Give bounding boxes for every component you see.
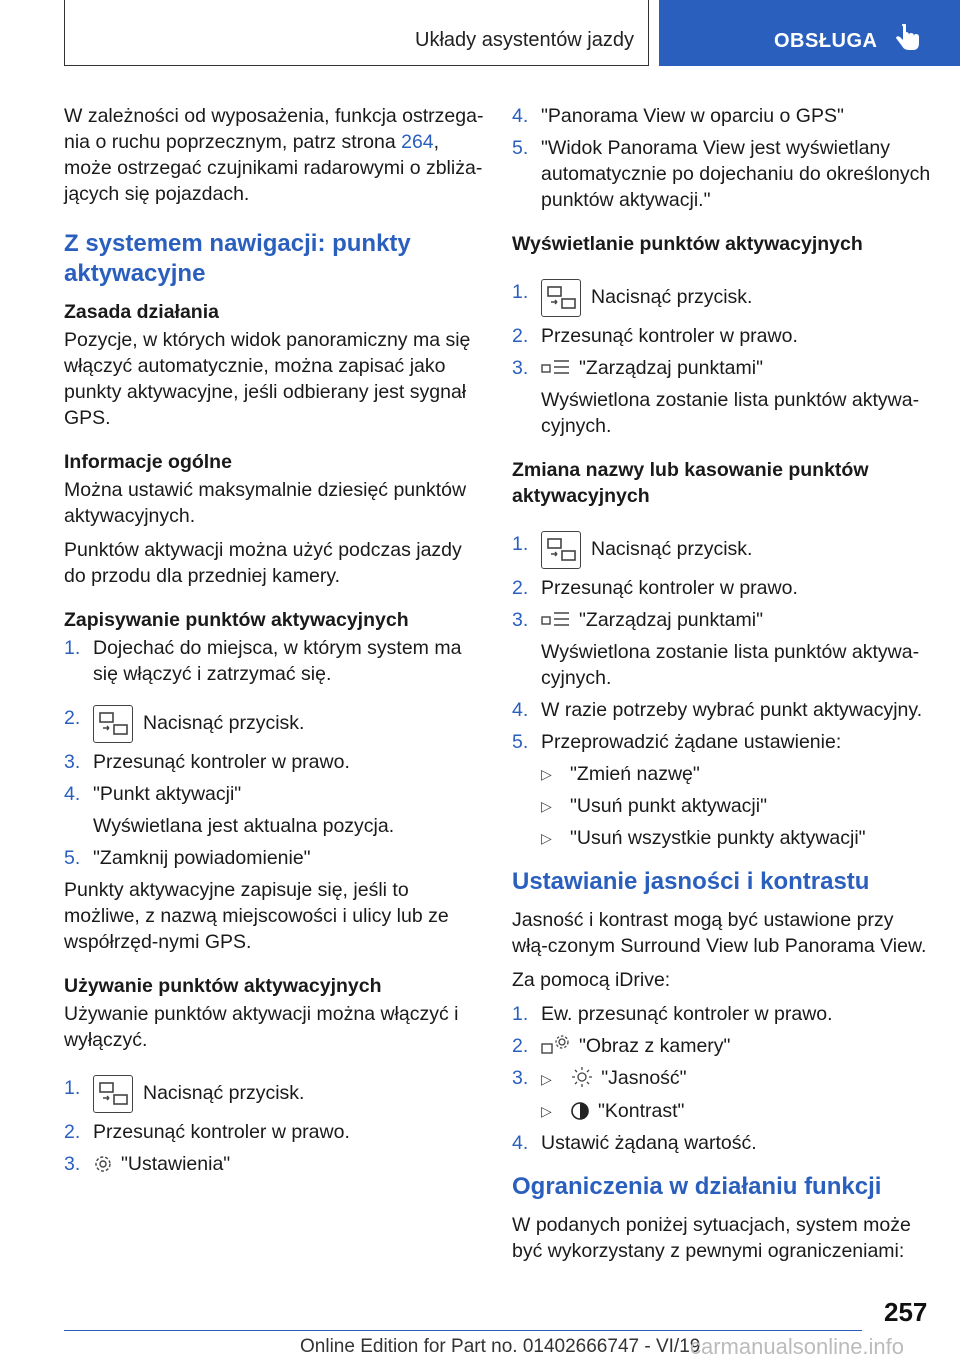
list-item: 1. Nacisnąć przycisk. [512,519,932,569]
list-item: 2. Przesunąć kontroler w prawo. [512,325,798,347]
left-column [64,103,484,1183]
list-item: 3. ▷ "Jasność" [512,1067,687,1089]
list-item: 5. Przeprowadzić żądane ustawienie: [512,731,842,753]
option-item[interactable]: ▷ "Usuń punkt aktywacji" [541,795,768,817]
page-number: 257 [884,1297,928,1327]
paragraph-idrive: Za pomocą iDrive: [512,969,671,991]
list-item: 4. W razie potrzeby wybrać punkt aktywacyjny. [512,699,923,721]
heading-navigation: Z systemem nawigacji: punkty aktywacyjne [64,230,411,287]
triangle-bullet-icon: ▷ [541,830,552,846]
triangle-bullet-icon: ▷ [541,798,552,814]
heading-wyswietlanie: Wyświetlanie punktów aktywacyjnych [512,233,863,255]
option-item[interactable]: ▷ "Zmień nazwę" [541,763,700,785]
list-item: 4. "Panorama View w oparciu o GPS" [512,105,844,127]
camera-button-icon[interactable] [541,279,581,317]
camera-button-icon[interactable] [541,531,581,569]
list-item: 2. Przesunąć kontroler w prawo. [64,1121,350,1143]
heading-info: Informacje ogólne [64,451,232,473]
contrast-icon [570,1101,590,1121]
step-note: Wyświetlana jest aktualna pozycja. [93,815,395,837]
list-item: 4. "Punkt aktywacji" [64,783,242,805]
step-note: Wyświetlona zostanie lista punktów aktywa-cyjnych. [541,641,920,689]
list-item: 2. Przesunąć kontroler w prawo. [512,577,798,599]
pointing-hand-icon [895,24,921,54]
watermark: carmanualsonline.info [690,1334,905,1359]
camera-button-icon[interactable] [93,705,133,743]
camera-button-icon[interactable] [93,1075,133,1113]
header-section-box [64,0,649,66]
paragraph-uzywanie: Używanie punktów aktywacji można włączyć i wyłączyć. [64,1003,459,1051]
list-item: 1. Dojechać do miejsca, w którym system ma się włączyć i zatrzymać się. [64,637,462,685]
option-item[interactable]: ▷ "Usuń wszystkie punkty aktywacji" [541,827,866,849]
section-title: Układy asystentów jazdy [415,29,634,51]
list-item: 3. "Zarządzaj punktami" [512,609,764,631]
list-item: 4. Ustawić żądaną wartość. [512,1132,757,1154]
right-column [512,103,932,1272]
heading-zasada: Zasada działania [64,301,219,323]
step-note: Wyświetlona zostanie lista punktów aktywa-cyjnych. [541,389,920,437]
list-item: 1. Ew. przesunąć kontroler w prawo. [512,1003,833,1025]
paragraph-zasada: Pozycje, w których widok panoramiczny ma się włączyć automatycznie, można zapisać jako punkty aktywacyjne, jeśli odbierany jest sygnał GPS. [64,329,471,429]
list-item: 3. Przesunąć kontroler w prawo. [64,751,350,773]
triangle-bullet-icon: ▷ [541,1103,552,1119]
paragraph-info-1: Można ustawić maksymalnie dziesięć punktów aktywacyjnych. [64,479,467,527]
gear-icon [93,1154,113,1174]
heading-jasnosc: Ustawianie jasności i kontrastu [512,868,870,895]
heading-uzywanie: Używanie punktów aktywacyjnych [64,975,382,997]
list-item: 3. "Zarządzaj punktami" [512,357,764,379]
list-item: 5. "Widok Panorama View jest wyświetlany automatycznie po dojechaniu do określonych punktów aktywacji." [512,137,931,211]
triangle-bullet-icon: ▷ [541,1071,552,1087]
manage-points-icon [541,610,571,630]
list-item: 1. Nacisnąć przycisk. [64,1063,484,1113]
camera-settings-icon [541,1034,571,1056]
list-item: 2. "Obraz z kamery" [512,1035,731,1057]
list-item: 2. Nacisnąć przycisk. [64,693,484,743]
triangle-bullet-icon: ▷ [541,766,552,782]
list-item: 3. "Ustawienia" [64,1153,231,1175]
paragraph-ograniczenia: W podanych poniżej sytuacjach, system może być wykorzystany z pewnymi ograniczeniami: [512,1214,911,1262]
heading-zmiana: Zmiana nazwy lub kasowanie punktów aktywacyjnych [512,459,869,507]
footer-divider [64,1330,862,1331]
list-item: 1. Nacisnąć przycisk. [512,267,932,317]
paragraph-jasnosc: Jasność i kontrast mogą być ustawione przy włą-czonym Surround View lub Panorama View. [512,909,927,957]
option-item[interactable]: ▷ "Kontrast" [541,1100,685,1122]
footer-edition: Online Edition for Part no. 01402666747 - VI/19 [300,1336,701,1357]
header-tab[interactable] [659,0,960,66]
page-link[interactable]: 264 [401,131,434,153]
intro-paragraph: W zależności od wyposażenia, funkcja ostrzega-nia o ruchu poprzecznym, patrz strona 264, może ostrzegać czujnikami radarowymi o zbliża-jących się pojazdach. [64,105,484,205]
paragraph-info-2: Punktów aktywacji można użyć podczas jazdy do przodu dla przedniej kamery. [64,539,462,587]
list-item: 5. "Zamknij powiadomienie" [64,847,311,869]
paragraph-zapis-after: Punkty aktywacyjne zapisuje się, jeśli to możliwe, z nazwą miejscowości i ulicy lub ze współrzęd-nymi GPS. [64,879,449,953]
tab-label: OBSŁUGA [774,30,878,52]
heading-zapisywanie: Zapisywanie punktów aktywacyjnych [64,609,409,631]
brightness-icon [571,1066,593,1088]
heading-ograniczenia: Ograniczenia w działaniu funkcji [512,1173,882,1200]
manage-points-icon [541,358,571,378]
